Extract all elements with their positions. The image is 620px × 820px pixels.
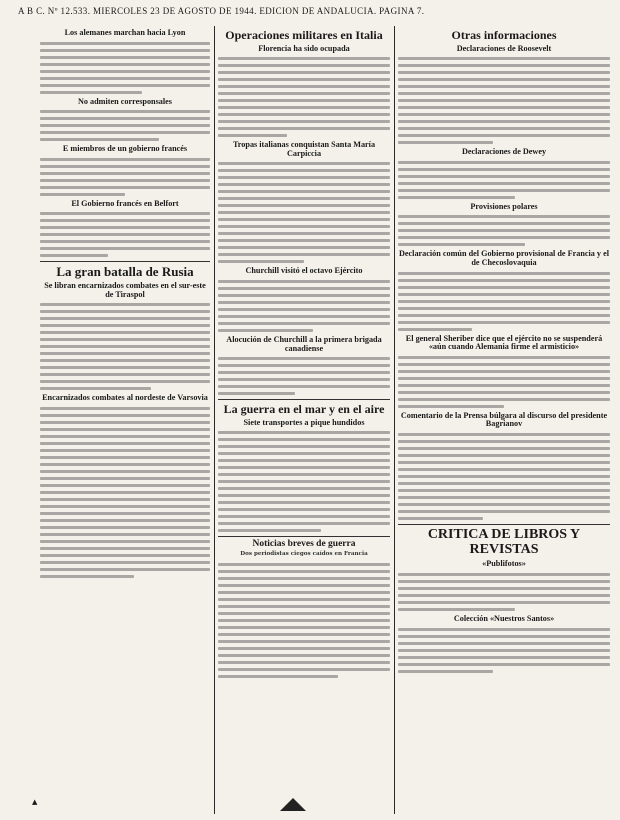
column-3: [398, 26, 610, 816]
subheadline: Florencia ha sido ocupada: [258, 43, 350, 53]
article-text: [40, 212, 210, 257]
headline: Noticias breves de guerra: [252, 539, 356, 550]
article-text: [398, 356, 610, 408]
divider: [218, 399, 390, 400]
article-text: [398, 161, 610, 199]
headline: Otras informaciones: [451, 28, 557, 42]
subheadline: El Gobierno francés en Belfort: [71, 198, 179, 208]
article-text: [398, 215, 610, 246]
subheadline: No admiten corresponsales: [77, 96, 172, 106]
subheadline: Tropas italianas conquistan Santa María Carpiccia: [232, 140, 376, 158]
headline: Los alemanes marchan hacia Lyon: [64, 28, 186, 37]
article-text: [218, 563, 390, 678]
article-text: [40, 407, 210, 578]
headline: Operaciones militares en Italia: [225, 28, 383, 42]
subheadline: Declaración común del Gobierno provisional de Francia y el de Checoslovaquia: [399, 249, 609, 268]
subheadline: Siete transportes a pique hundidos: [243, 417, 365, 427]
article-text: [218, 162, 390, 263]
subheadline: El general Sheriber dice que el ejército no se suspenderá «aún cuando Alemania firme el armisticio»: [405, 333, 603, 352]
divider: [218, 536, 390, 537]
article-text: [40, 110, 210, 141]
subheadline: Encarnizados combates al nordeste de Varsovia: [42, 393, 208, 403]
corner-mark-icon: ▲: [32, 798, 38, 806]
article-text: [398, 433, 610, 520]
article-text: [40, 42, 210, 94]
article-text: [398, 573, 610, 611]
headline: La gran batalla de Rusia: [56, 264, 194, 280]
subheadline: Colección «Nuestros Santos»: [453, 614, 555, 624]
article-text: [398, 57, 610, 144]
subheadline: Comentario de la Prensa búlgara al discurso del presidente Bagrianov: [400, 410, 608, 429]
article-text: [218, 280, 390, 332]
subheadline: Churchill visitó el octavo Ejército: [245, 266, 363, 276]
subheadline: Dos periodistas ciegos caídos en Francia: [240, 551, 368, 558]
subheadline: Declaraciones de Dewey: [461, 147, 547, 157]
article-text: [218, 431, 390, 532]
column-divider: [214, 26, 215, 814]
page-masthead: A B C. Nº 12.533. MIERCOLES 23 DE AGOSTO DE 1944. EDICION DE ANDALUCIA. PAGINA 7.: [18, 6, 425, 16]
column-1: [40, 26, 210, 816]
subheadline: Provisiones polares: [470, 201, 538, 211]
section-title: CRITICA DE LIBROS Y REVISTAS: [427, 527, 581, 557]
subheadline: Alocución de Churchill a la primera brigada canadiense: [226, 335, 382, 353]
article-text: [218, 57, 390, 137]
column-divider: [394, 26, 395, 814]
headline: La guerra en el mar y en el aire: [223, 402, 385, 417]
article-text: [398, 272, 610, 331]
column-2: [218, 26, 390, 816]
article-text: [218, 357, 390, 395]
article-text: [398, 628, 610, 673]
article-text: [40, 303, 210, 390]
subheadline: «Publifotos»: [482, 559, 526, 569]
subheadline: Declaraciones de Roosevelt: [456, 43, 552, 53]
print-mark-icon: [278, 796, 308, 812]
divider: [398, 524, 610, 525]
divider: [40, 261, 210, 262]
article-text: [40, 158, 210, 196]
subheadline: E miembros de un gobierno francés: [62, 144, 188, 154]
subheadline: Se libran encarnizados combates en el sur-este de Tiraspol: [44, 281, 206, 299]
